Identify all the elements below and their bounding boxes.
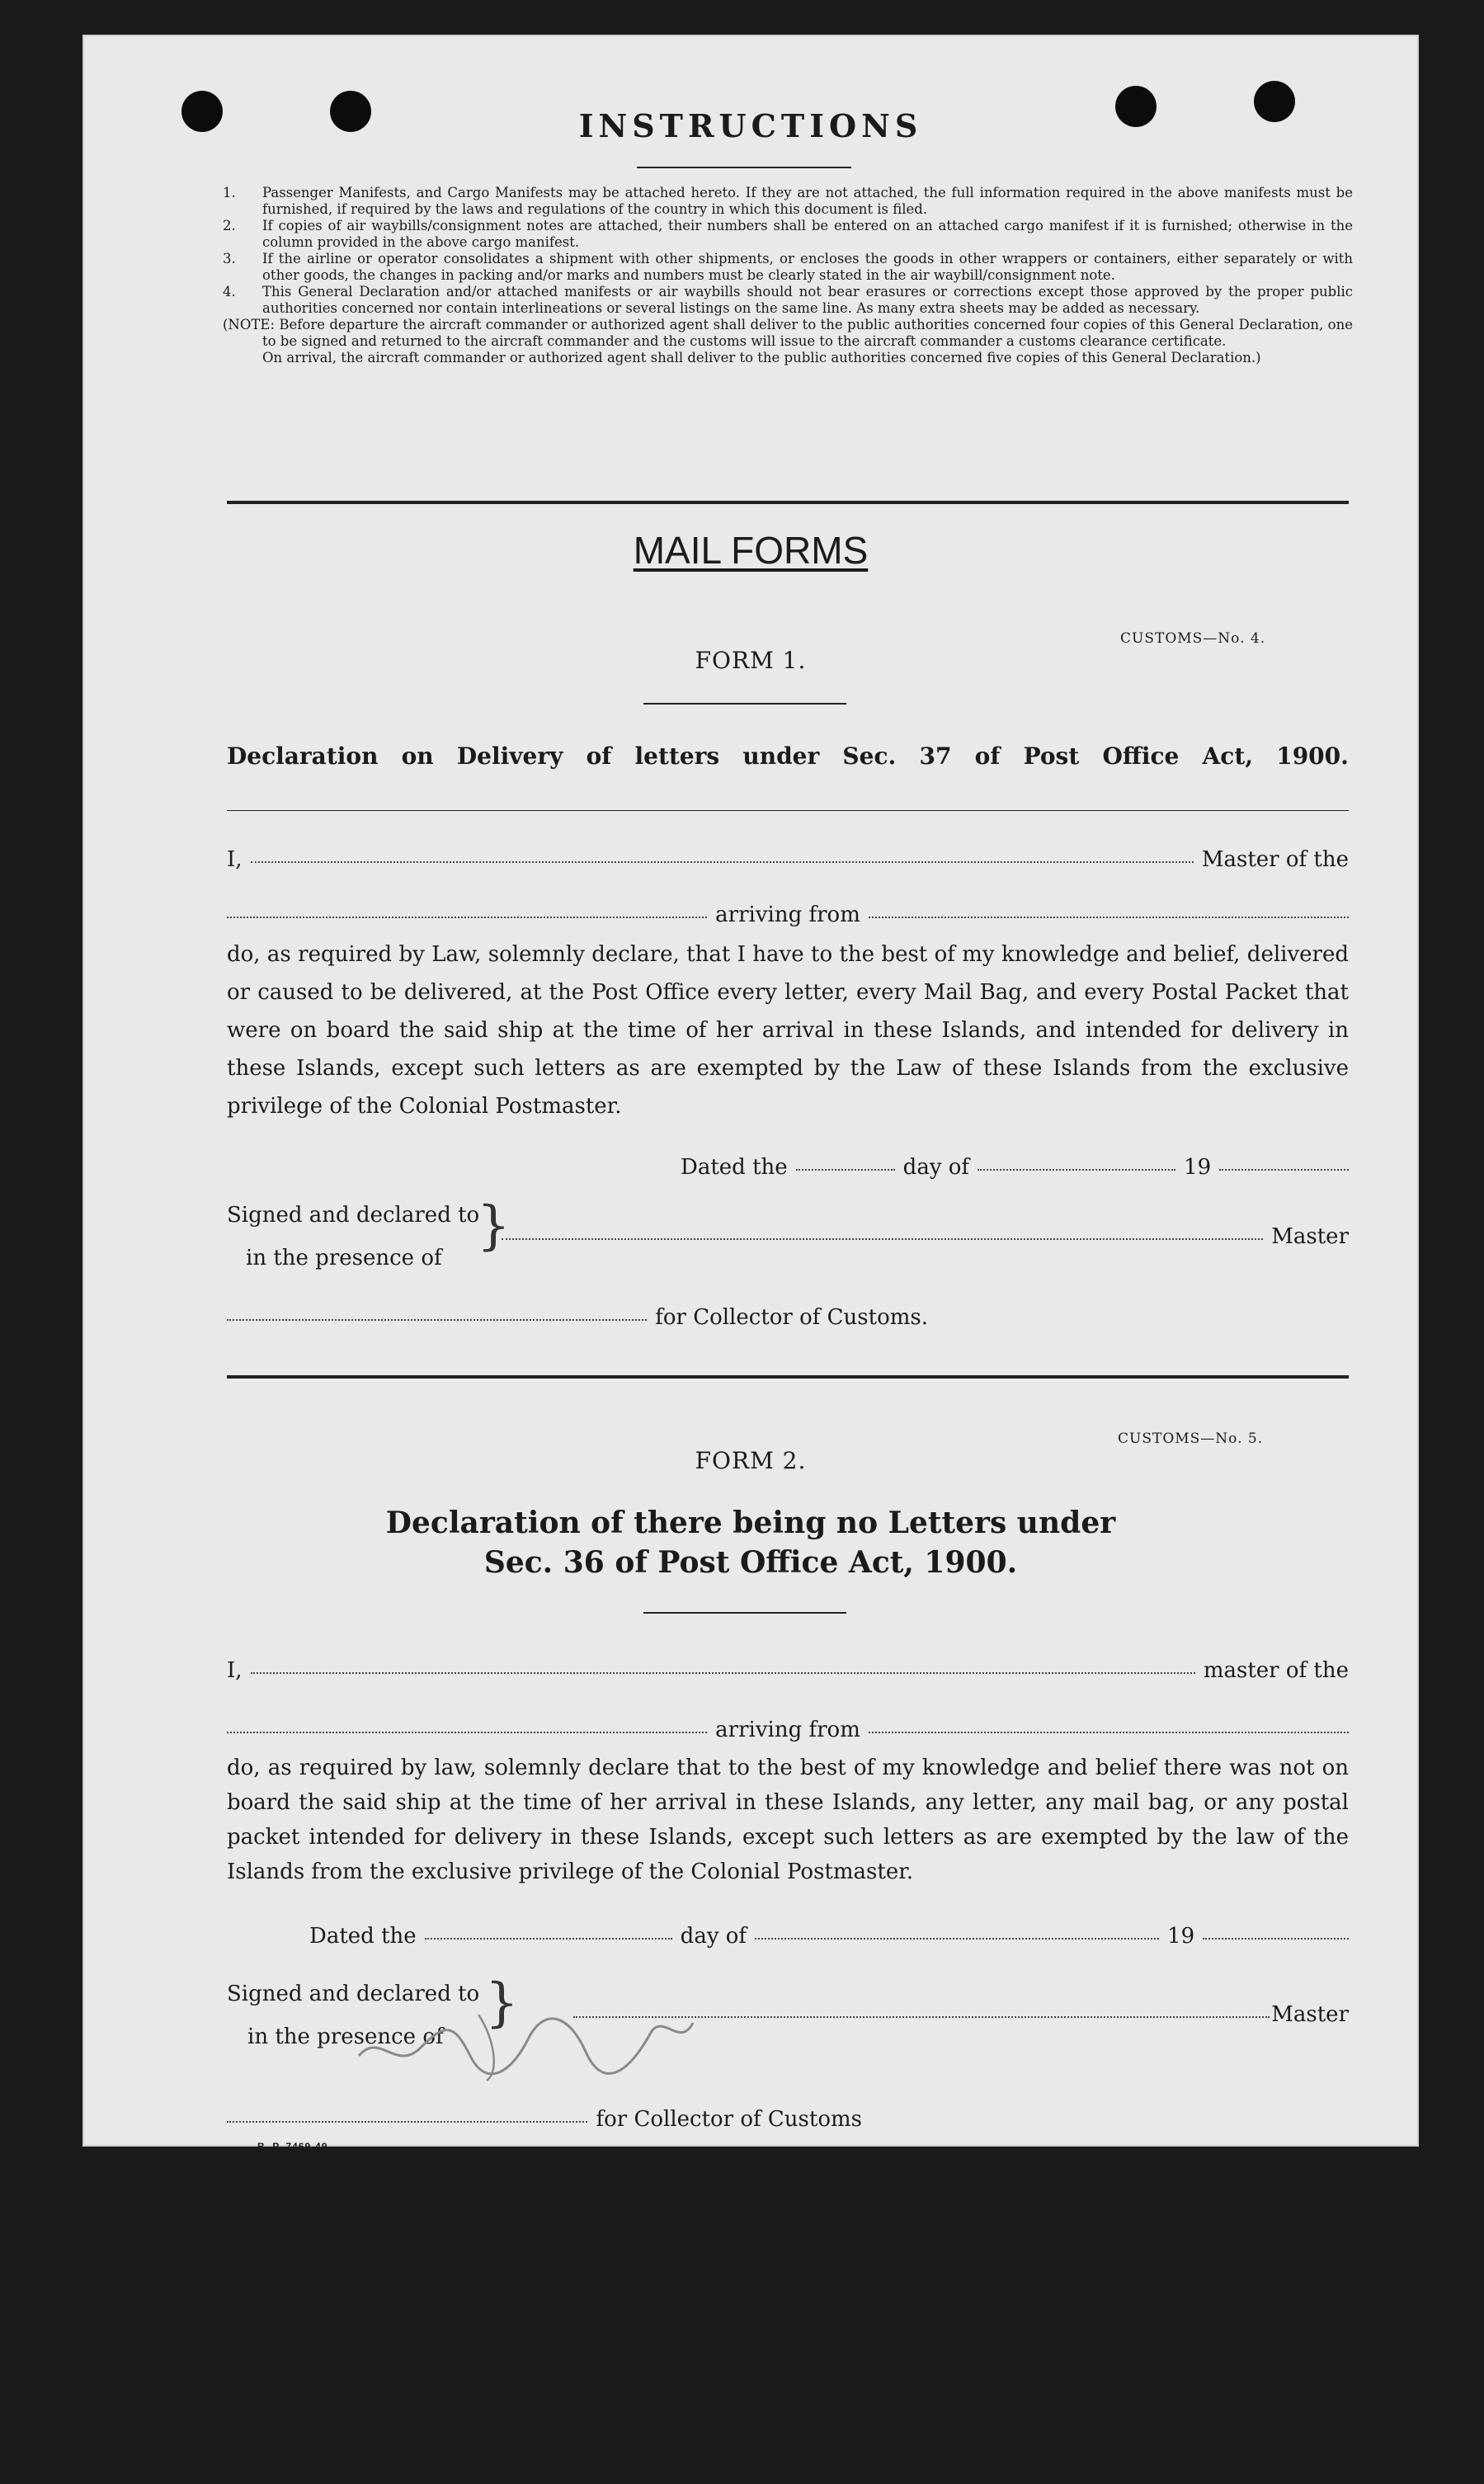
brace-icon: } xyxy=(477,1195,511,1256)
signature-field[interactable] xyxy=(502,1238,1263,1240)
name-field[interactable] xyxy=(251,861,1194,863)
ship-field[interactable] xyxy=(227,917,707,918)
instruction-item: 3. If the airline or operator consolidates a shipment with other shipments, or encloses the goods in other wrappers or containers, either separately or with other goods, the changes in packing and/or marks and numbers must be clearly stated in the air waybill/consignment note. xyxy=(223,251,1353,283)
form-2-title: FORM 2. xyxy=(695,1447,807,1474)
date-year-field[interactable] xyxy=(1203,1938,1349,1940)
arriving-from-label: arriving from xyxy=(715,903,860,927)
presence-label: in the presence of xyxy=(246,1246,442,1270)
arriving-from-label: arriving from xyxy=(715,1718,860,1742)
divider xyxy=(637,167,851,168)
form-1-collector-line xyxy=(227,1305,928,1330)
date-month-field[interactable] xyxy=(978,1169,1175,1171)
instruction-item: 4. This General Declaration and/or attached manifests or air waybills should not bear erasures or corrections except those approved by the proper public authorities concerned nor contain interlineations or several listings on the same line. As many extra sheets may be added as necessary. xyxy=(223,284,1353,316)
presence-label: in the presence of xyxy=(247,2024,444,2049)
year-label: 19 xyxy=(1167,1924,1195,1949)
ship-field[interactable] xyxy=(227,1732,707,1733)
mail-forms-title: MAIL FORMS xyxy=(633,529,869,572)
handwritten-signature-icon xyxy=(355,1998,701,2089)
divider xyxy=(643,1612,846,1614)
collector-label: for Collector of Customs. xyxy=(655,1305,928,1330)
customs-number: CUSTOMS—No. 4. xyxy=(1120,630,1266,647)
form-2-declaration-heading: Declaration of there being no Letters under Sec. 36 of Post Office Act, 1900. xyxy=(385,1506,1116,1580)
day-of-label: day of xyxy=(902,1155,970,1180)
master-of-label: master of the xyxy=(1203,1658,1349,1683)
section-divider xyxy=(227,501,1349,504)
date-year-field[interactable] xyxy=(1219,1169,1349,1171)
collector-signature-field[interactable] xyxy=(227,1319,647,1321)
customs-number: CUSTOMS—No. 5. xyxy=(1118,1431,1264,1447)
print-code: B. P. 7469-49 xyxy=(257,2141,328,2152)
origin-field[interactable] xyxy=(869,1732,1349,1733)
form-2-master-line xyxy=(227,1658,1349,1683)
dated-label: Dated the xyxy=(309,1924,417,1949)
day-of-label: day of xyxy=(680,1924,747,1949)
form-2-declaration-body: do, as required by law, solemnly declare that to the best of my knowledge and belief there was not on board the said ship at the time of her arrival in these Islands, any letter, any mail bag, or any postal packet intended for delivery in these Islands, except such letters as are exempted by the law of the Islands from the exclusive privilege of the Colonial Postmaster. xyxy=(227,1756,1349,1884)
form-1-declaration-body: do, as required by Law, solemnly declare, that I have to the best of my knowledge and belief, delivered or caused to be delivered, at the Post Office every letter, every Mail Bag, and every Postal Packet that were on board the said ship at the time of her arrival in these Islands, and intended for delivery in these Islands, except such letters as are exempted by the Law of these Islands from the exclusive privilege of the Colonial Postmaster. xyxy=(227,942,1349,1119)
signed-label: Signed and declared to xyxy=(227,1203,480,1228)
i-label: I, xyxy=(227,1658,243,1683)
master-label: Master xyxy=(1271,2002,1349,2027)
date-day-field[interactable] xyxy=(425,1938,672,1940)
section-divider xyxy=(227,1375,1349,1379)
form-2-ship-line xyxy=(227,1718,1349,1742)
instructions-title: INSTRUCTIONS xyxy=(578,107,923,144)
origin-field[interactable] xyxy=(869,917,1349,918)
i-label: I, xyxy=(227,847,243,872)
form-1-signature-line xyxy=(502,1224,1349,1249)
master-label: Master xyxy=(1271,1224,1349,1249)
form-2-date-line xyxy=(309,1924,1349,1949)
instruction-item: 2. If copies of air waybills/consignment notes are attached, their numbers shall be entered on an attached cargo manifest if it is furnished; otherwise in the column provided in the above cargo manifest. xyxy=(223,218,1353,250)
signed-label: Signed and declared to xyxy=(227,1982,480,2006)
date-day-field[interactable] xyxy=(796,1169,895,1171)
divider xyxy=(227,810,1349,811)
collector-label: for Collector of Customs xyxy=(596,2107,862,2132)
form-1-declaration-heading: Declaration on Delivery of letters under Sec. 37 of Post Office Act, 1900. xyxy=(227,742,1349,770)
form-1-date-line xyxy=(681,1155,1349,1180)
instruction-item: 1. Passenger Manifests, and Cargo Manifests may be attached hereto. If they are not attached, the full information required in the above manifests must be furnished, if required by the laws and regulations of the country in which this document is filed. xyxy=(223,185,1353,217)
form-1-ship-line xyxy=(227,903,1349,927)
master-of-label: Master of the xyxy=(1201,847,1349,872)
year-label: 19 xyxy=(1184,1155,1212,1180)
name-field[interactable] xyxy=(251,1672,1195,1674)
divider xyxy=(643,703,846,705)
form-1-title: FORM 1. xyxy=(695,647,807,674)
form-2-collector-line xyxy=(227,2107,862,2132)
instructions-list xyxy=(223,185,1353,366)
document-page xyxy=(82,35,1419,2152)
dated-label: Dated the xyxy=(681,1155,788,1180)
instruction-note: (NOTE: Before departure the aircraft commander or authorized agent shall deliver to the public authorities concerned four copies of this General Declaration, one to be signed and returned to the aircraft commander and the customs will issue to the aircraft commander a customs clearance certificate. On arrival, the aircraft commander or authorized agent shall deliver to the public authorities concerned five copies of this General Declaration.) xyxy=(223,317,1353,365)
collector-signature-field[interactable] xyxy=(227,2121,587,2123)
date-month-field[interactable] xyxy=(755,1938,1159,1940)
brace-icon: } xyxy=(485,1973,519,2034)
form-1-master-line xyxy=(227,847,1349,872)
